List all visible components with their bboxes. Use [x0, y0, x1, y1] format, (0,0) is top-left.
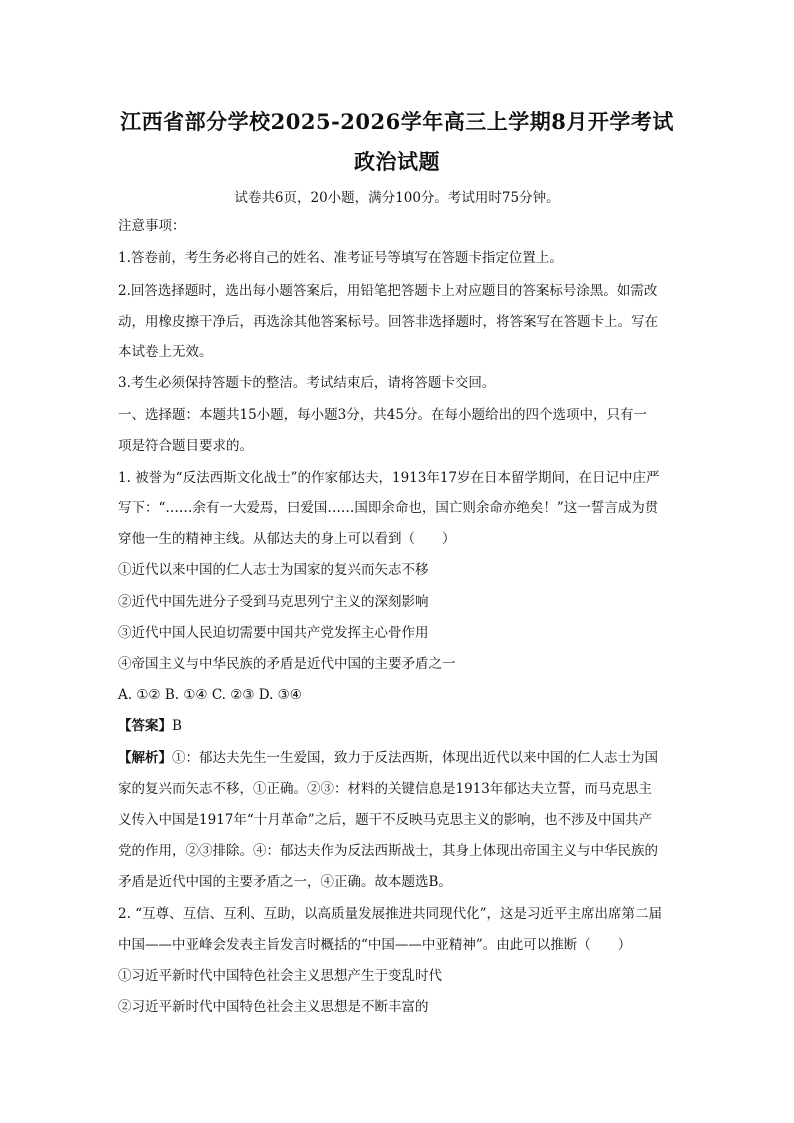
q1-answer — [118, 716, 182, 736]
notes-item-2-line-2: 动，用橡皮擦干净后，再选涂其他答案标号。回答非选择题时，将答案写在答题卡上。写在 — [118, 314, 658, 330]
exam-subject: 政治试题 — [354, 149, 440, 174]
q1-analysis-line-2: 家的复兴而矢志不移，①正确。②③：材料的关键信息是1913年郁达夫立誓，而马克思主 — [118, 781, 652, 797]
q1-option-2: ②近代中国先进分子受到马克思列宁主义的深刻影响 — [118, 594, 429, 610]
analysis-label: 【解析】 — [118, 750, 172, 766]
notes-heading: 注意事项： — [118, 218, 186, 234]
q2-option-2: ②习近平新时代中国特色社会主义思想是不断丰富的 — [118, 999, 429, 1015]
analysis-text: ①：郁达夫先生一生爱国，致力于反法西斯，体现出近代以来中国的仁人志士为国 — [172, 750, 658, 766]
q1-analysis-line-4: 党的作用，②③排除。④：郁达夫作为反法西斯战士，其身上体现出帝国主义与中华民族的 — [118, 843, 658, 859]
exam-info: 试卷共6页，20小题，满分100分。考试用时75分钟。 — [234, 190, 560, 206]
notes-item-1: 1.答卷前，考生务必将自己的姓名、准考证号等填写在答题卡指定位置上。 — [118, 250, 563, 266]
notes-item-3: 3.考生必须保持答题卡的整洁。考试结束后，请将答题卡交回。 — [118, 375, 496, 391]
answer-value: B — [172, 718, 182, 734]
q1-stem-line-3: 穿他一生的精神主线。从郁达夫的身上可以看到（ ） — [118, 531, 456, 547]
q1-choices: A. ①② B. ①④ C. ②③ D. ③④ — [118, 687, 302, 703]
exam-title: 江西省部分学校2025-2026学年高三上学期8月开学考试 — [120, 109, 674, 134]
notes-item-2-line-1: 2.回答选择题时，选出每小题答案后，用铅笔把答题卡上对应题目的答案标号涂黑。如需改 — [118, 283, 658, 299]
answer-label: 【答案】 — [118, 718, 172, 734]
q1-analysis-line-3: 义传入中国是1917年“十月革命”之后，题干不反映马克思主义的影响，也不涉及中国共产 — [118, 812, 653, 828]
q2-stem-line-2: 中国——中亚峰会发表主旨发言时概括的“中国——中亚精神”。由此可以推断（ ） — [118, 937, 632, 953]
q1-option-3: ③近代中国人民迫切需要中国共产党发挥主心骨作用 — [118, 625, 429, 641]
q1-option-4: ④帝国主义与中华民族的矛盾是近代中国的主要矛盾之一 — [118, 656, 456, 672]
q2-stem-line-1: 2. “互尊、互信、互利、互助，以高质量发展推进共同现代化”，这是习近平主席出席第二届 — [118, 906, 662, 922]
q1-analysis-line-1 — [118, 748, 658, 768]
q1-stem-line-1: 1. 被誉为“反法西斯文化战士”的作家郁达夫，1913年17岁在日本留学期间，在日记中庄严 — [118, 470, 660, 486]
q2-option-1: ①习近平新时代中国特色社会主义思想产生于变乱时代 — [118, 968, 442, 984]
q1-analysis-line-5: 矛盾是近代中国的主要矛盾之一，④正确。故本题选B。 — [118, 874, 452, 890]
q1-stem-line-2: 写下：“……余有一大爱焉，曰爱国……国即余命也，国亡则余命亦绝矣！”这一誓言成为贯 — [118, 500, 659, 516]
q1-option-1: ①近代以来中国的仁人志士为国家的复兴而矢志不移 — [118, 562, 429, 578]
notes-item-2-line-3: 本试卷上无效。 — [118, 344, 213, 360]
section-1-line-1: 一、选择题：本题共15小题，每小题3分，共45分。在每小题给出的四个选项中，只有一 — [118, 407, 647, 423]
section-1-line-2: 项是符合题目要求的。 — [118, 438, 253, 454]
